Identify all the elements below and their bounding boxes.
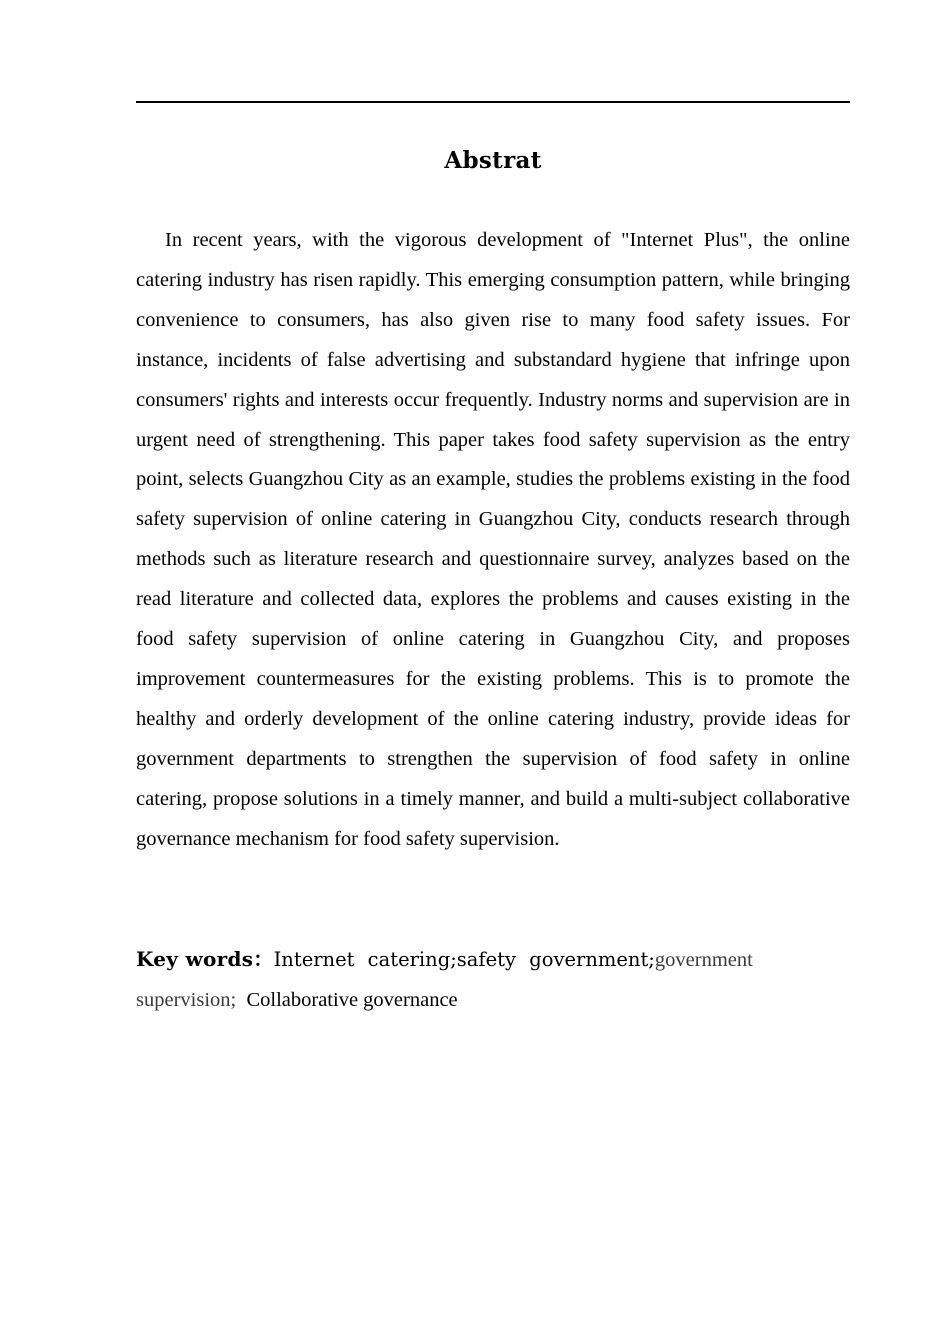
keywords-secondary-continued: supervision; (136, 989, 237, 1011)
keywords-primary: Internet catering;safety government; (273, 948, 655, 971)
abstract-body: In recent years, with the vigorous development of "Internet Plus", the online catering industry has risen rapidly. This emerging consumption pattern, while bringing convenience to consumers, has also given rise to many food safety issues. For instance, incidents of false advertising and substandard hygiene that infringe upon consumers' rights and interests occur frequently. Industry norms and supervision are in urgent need of strengthening. This paper takes food safety supervision as the entry point, selects Guangzhou City as an example, studies the problems existing in the food safety supervision of online catering in Guangzhou City, conducts research through methods such as literature research and questionnaire survey, analyzes based on the read literature and collected data, explores the problems and causes existing in the food safety supervision of online catering in Guangzhou City, and proposes improvement countermeasures for the existing problems. This is to promote the healthy and orderly development of the online catering industry, provide ideas for government departments to strengthen the supervision of food safety in online catering, propose solutions in a timely manner, and build a multi-subject collaborative governance mechanism for food safety supervision. (136, 229, 850, 850)
keywords-last: Collaborative governance (246, 989, 458, 1011)
header-rule (136, 101, 850, 103)
keywords-label: Key words： (136, 947, 274, 971)
abstract-title: Abstrat (444, 147, 542, 174)
keywords-secondary: government (654, 949, 753, 971)
keywords-section (136, 939, 850, 1020)
